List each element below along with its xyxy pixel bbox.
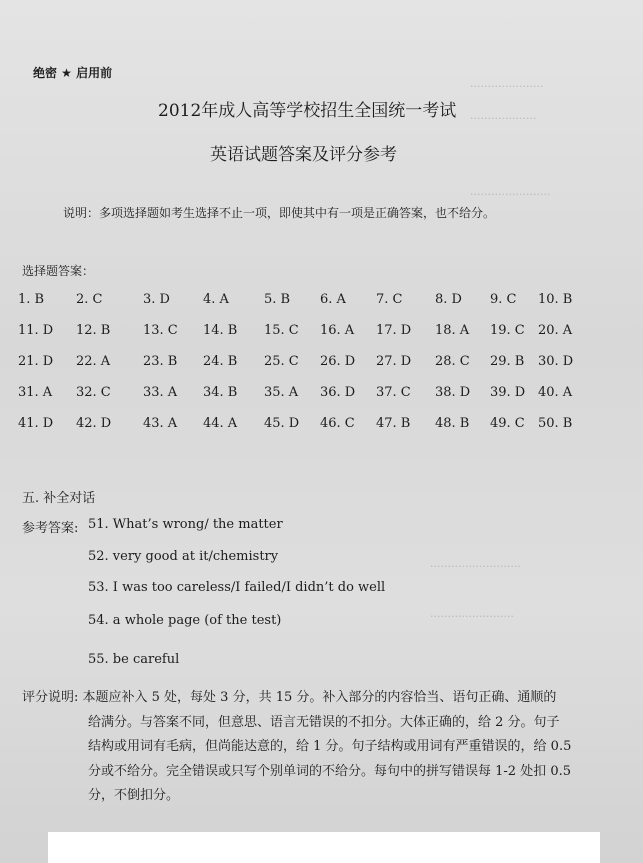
- bleed-through-text: ························: [430, 610, 514, 623]
- answer-cell: 18. A: [435, 323, 470, 338]
- answer-cell: 47. B: [376, 416, 411, 431]
- answer-cell: 11. D: [18, 323, 54, 338]
- dialogue-answer: 54. a whole page (of the test): [88, 613, 282, 628]
- answer-cell: 31. A: [18, 385, 53, 400]
- answer-cell: 29. B: [490, 354, 525, 369]
- confidential-mark: 绝密 ★ 启用前: [33, 66, 113, 80]
- answer-row: [18, 348, 618, 379]
- answer-cell: 28. C: [435, 354, 470, 369]
- answer-row: [18, 410, 618, 441]
- answer-cell: 36. D: [320, 385, 356, 400]
- bleed-through-text: ·······················: [470, 188, 551, 201]
- answer-cell: 40. A: [538, 385, 573, 400]
- answer-cell: 23. B: [143, 354, 178, 369]
- dialogue-answer: 53. I was too careless/I failed/I didn’t do well: [88, 580, 386, 595]
- answer-cell: 9. C: [490, 292, 517, 307]
- bleed-through-text: ···················: [470, 112, 537, 125]
- answer-cell: 12. B: [76, 323, 111, 338]
- answer-cell: 46. C: [320, 416, 355, 431]
- scoring-line: 分或不给分。完全错误或只写个别单词的不给分。每句中的拼写错误每 1-2 处扣 0.5: [88, 763, 572, 779]
- bleed-through-text: ·····················: [470, 80, 544, 93]
- instructions-note: 说明：多项选择题如考生选择不止一项，即使其中有一项是正确答案，也不给分。: [63, 206, 496, 220]
- answer-cell: 22. A: [76, 354, 111, 369]
- answer-cell: 1. B: [18, 292, 45, 307]
- answer-cell: 24. B: [203, 354, 238, 369]
- section-five-heading: 五. 补全对话: [22, 491, 96, 506]
- answer-cell: 19. C: [490, 323, 525, 338]
- answer-cell: 3. D: [143, 292, 170, 307]
- multiple-choice-heading: 选择题答案：: [22, 264, 95, 278]
- answer-cell: 35. A: [264, 385, 299, 400]
- dialogue-answer: 52. very good at it/chemistry: [88, 549, 279, 564]
- answer-cell: 34. B: [203, 385, 238, 400]
- answer-cell: 48. B: [435, 416, 470, 431]
- answer-cell: 50. B: [538, 416, 573, 431]
- answer-cell: 41. D: [18, 416, 54, 431]
- answer-cell: 45. D: [264, 416, 300, 431]
- bleed-through-text: ··························: [430, 560, 521, 573]
- answer-cell: 39. D: [490, 385, 526, 400]
- scoring-line: 结构或用词有毛病，但尚能达意的，给 1 分。句子结构或用词有严重错误的，给 0.5: [88, 739, 572, 754]
- dialogue-answer: 51. What’s wrong/ the matter: [88, 517, 283, 532]
- answer-cell: 32. C: [76, 385, 111, 400]
- answer-cell: 38. D: [435, 385, 471, 400]
- answer-cell: 26. D: [320, 354, 356, 369]
- answer-cell: 4. A: [203, 292, 229, 307]
- answer-cell: 43. A: [143, 416, 178, 431]
- answer-cell: 25. C: [264, 354, 299, 369]
- answer-cell: 21. D: [18, 354, 54, 369]
- answer-row: [18, 317, 618, 348]
- answer-cell: 42. D: [76, 416, 112, 431]
- answer-cell: 14. B: [203, 323, 238, 338]
- answer-cell: 17. D: [376, 323, 412, 338]
- answer-cell: 8. D: [435, 292, 462, 307]
- answer-row: [18, 379, 618, 410]
- answer-cell: 15. C: [264, 323, 299, 338]
- scoring-line: 给满分。与答案不同，但意思、语言无错误的不扣分。大体正确的，给 2 分。句子: [88, 714, 560, 730]
- answer-cell: 49. C: [490, 416, 525, 431]
- answer-cell: 33. A: [143, 385, 178, 400]
- page-title: 2012年成人高等学校招生全国统一考试: [158, 101, 457, 121]
- answer-grid: [18, 286, 618, 441]
- answer-cell: 13. C: [143, 323, 178, 338]
- answer-cell: 37. C: [376, 385, 411, 400]
- answer-cell: 5. B: [264, 292, 291, 307]
- reference-answer-label: 参考答案:: [22, 521, 79, 536]
- answer-cell: 20. A: [538, 323, 573, 338]
- answer-cell: 16. A: [320, 323, 355, 338]
- answer-cell: 10. B: [538, 292, 573, 307]
- answer-row: [18, 286, 618, 317]
- scoring-notes: [22, 686, 632, 809]
- blank-footer-panel: [48, 832, 600, 863]
- answer-cell: 44. A: [203, 416, 238, 431]
- answer-cell: 2. C: [76, 292, 103, 307]
- answer-cell: 6. A: [320, 292, 346, 307]
- scoring-line: 评分说明: 本题应补入 5 处，每处 3 分，共 15 分。补入部分的内容恰当、语句正确、通顺的: [22, 690, 557, 705]
- scoring-line: 分，不倒扣分。: [88, 788, 180, 803]
- page-subtitle: 英语试题答案及评分参考: [210, 145, 397, 165]
- answer-cell: 30. D: [538, 354, 574, 369]
- answer-cell: 7. C: [376, 292, 403, 307]
- answer-cell: 27. D: [376, 354, 412, 369]
- dialogue-answer: 55. be careful: [88, 652, 180, 667]
